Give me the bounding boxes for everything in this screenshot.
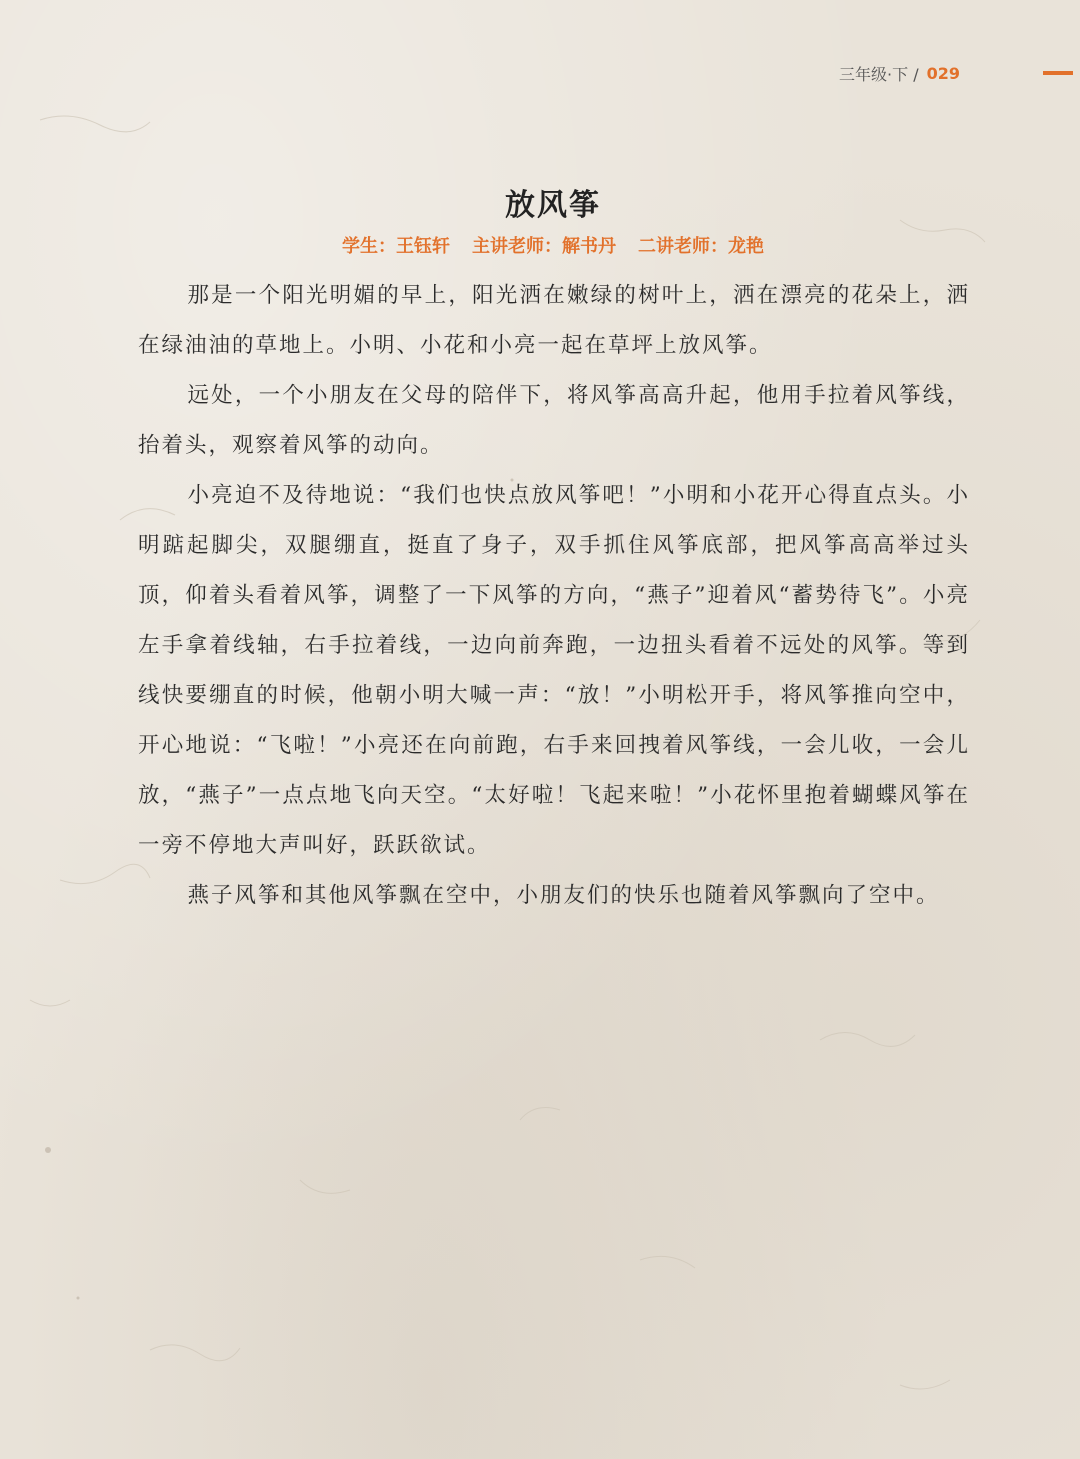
second-teacher-label: 二讲老师： bbox=[638, 236, 728, 257]
header-accent-bar bbox=[1043, 71, 1073, 75]
article-title: 放风筝 bbox=[505, 188, 601, 223]
article-body bbox=[138, 271, 970, 921]
grade-label: 三年级·下 / bbox=[839, 65, 919, 84]
paragraph: 燕子风筝和其他风筝飘在空中，小朋友们的快乐也随着风筝飘向了空中。 bbox=[187, 883, 940, 908]
student-label: 学生： bbox=[342, 236, 396, 257]
article-byline bbox=[0, 232, 1080, 258]
page-header bbox=[839, 62, 960, 85]
paragraph: 那是一个阳光明媚的早上，阳光洒在嫩绿的树叶上，洒在漂亮的花朵上，洒在绿油油的草地上。小明、小花和小亮一起在草坪上放风筝。 bbox=[138, 283, 970, 358]
paragraph: 远处，一个小朋友在父母的陪伴下，将风筝高高升起，他用手拉着风筝线，抬着头，观察着风筝的动向。 bbox=[138, 383, 970, 458]
second-teacher-name: 龙艳 bbox=[728, 236, 764, 257]
page-number: 029 bbox=[926, 64, 960, 83]
paragraph: 小亮迫不及待地说：“我们也快点放风筝吧！”小明和小花开心得直点头。小明踮起脚尖，双腿绷直，挺直了身子，双手抓住风筝底部，把风筝高高举过头顶，仰着头看着风筝，调整了一下风筝的方向，“燕子”迎着风“蓄势待飞”。小亮左手拿着线轴，右手拉着线，一边向前奔跑，一边扭头看着不远处的风筝。等到线快要绷直的时候，他朝小明大喊一声：“放！”小明松开手，将风筝推向空中，开心地说：“飞啦！”小亮还在向前跑，右手来回拽着风筝线，一会儿收，一会儿放，“燕子”一点点地飞向天空。“太好啦！飞起来啦！”小花怀里抱着蝴蝶风筝在一旁不停地大声叫好，跃跃欲试。 bbox=[138, 483, 970, 858]
lead-teacher-name: 解书丹 bbox=[562, 236, 616, 257]
lead-teacher-label: 主讲老师： bbox=[472, 236, 562, 257]
student-name: 王钰轩 bbox=[396, 236, 450, 257]
